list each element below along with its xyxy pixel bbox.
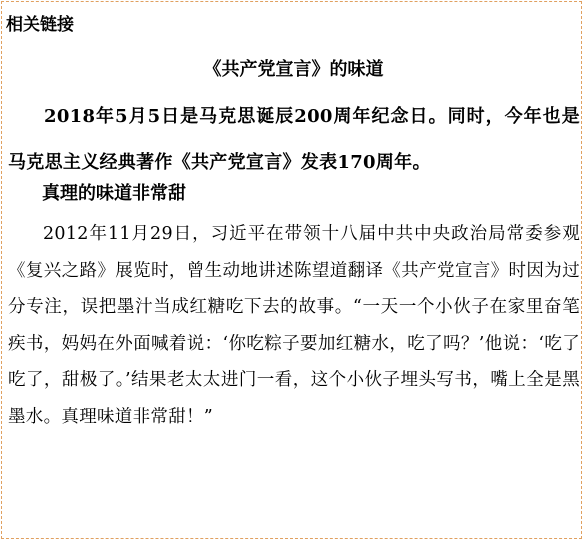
section-label: 相关链接 [6, 15, 74, 35]
subheading: 真理的味道非常甜 [42, 183, 186, 204]
story-paragraph: 2012年11月29日，习近平在带领十八届中共中央政治局常委参观《复兴之路》展览时，曾生动地讲述陈望道翻译《共产党宣言》时因为过分专注，误把墨汁当成红糖吃下去的故事。“一天一个小伙子在家里奋笔疾书，妈妈在外面喊着说：‘你吃粽子要加红糖水，吃了吗？’他说：‘吃了吃了，甜极了。’结果老太太进门一看，这个小伙子埋头写书，嘴上全是黑墨水。真理味道非常甜！” [8, 224, 580, 427]
intro-paragraph: 2018年5月5日是马克思诞辰200周年纪念日。同时，今年也是马克思主义经典著作《共产党宣言》发表170周年。 [8, 106, 580, 173]
article-title: 《共产党宣言》的味道 [203, 59, 384, 80]
